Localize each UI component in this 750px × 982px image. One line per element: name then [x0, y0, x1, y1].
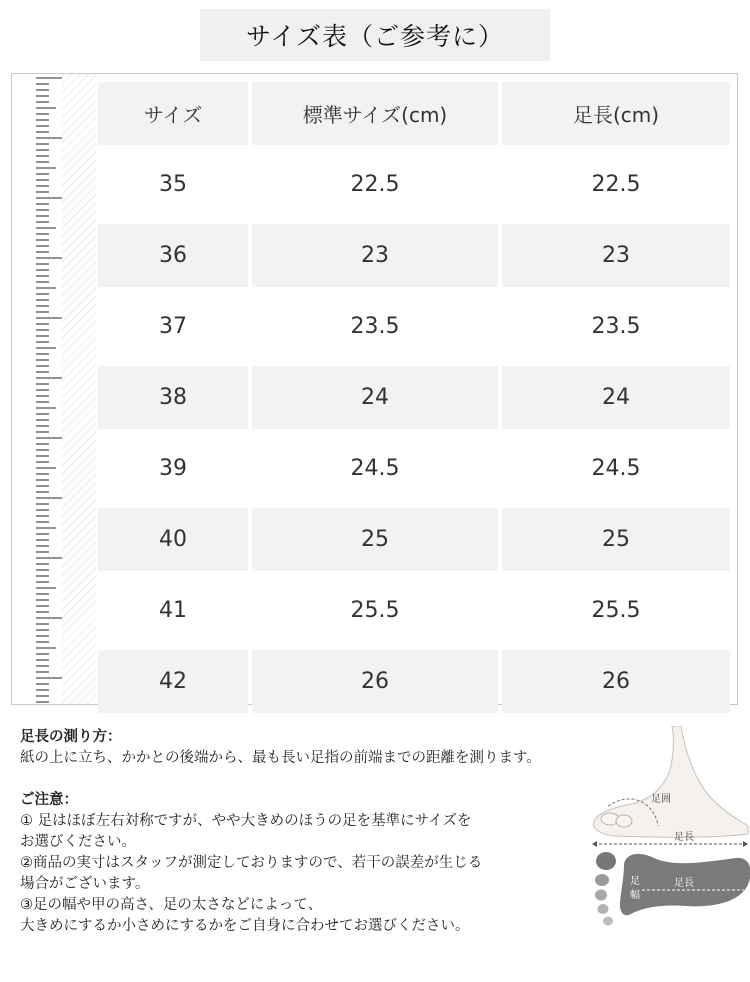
cell-size: 41 [159, 598, 187, 623]
cell-foot-length: 26 [502, 650, 730, 713]
label-width-2: 幅 [630, 890, 640, 901]
caution-line: ③足の幅や甲の高さ、足の太さなどによって、 [20, 897, 323, 913]
cell-standard-size: 25.5 [350, 598, 400, 623]
caution-line: ① 足はほぼ左右対称ですが、やや大きめのほうの足を基準にサイズを [20, 813, 472, 829]
table-row [98, 362, 734, 433]
cell-size: 38 [98, 366, 248, 429]
cell-foot-length: 24 [502, 366, 730, 429]
cell-size: 40 [98, 508, 248, 571]
table-row [98, 220, 734, 291]
caution-line: 大きめにするか小さめにするかをご自身に合わせてお選びください。 [20, 918, 470, 934]
cell-standard-size: 26 [252, 650, 498, 713]
cell-foot-length: 25 [502, 508, 730, 571]
caution-line: お選びください。 [20, 834, 136, 850]
cell-foot-length: 25.5 [591, 598, 641, 623]
cell-standard-size: 24.5 [350, 456, 400, 481]
header-foot-length: 足長(cm) [502, 82, 730, 145]
cell-standard-size: 25 [252, 508, 498, 571]
cell-foot-length: 23.5 [591, 314, 641, 339]
notes-section [20, 727, 590, 937]
size-table [98, 78, 734, 717]
label-girth: 足囲 [651, 794, 671, 805]
caution-line: 場合がございます。 [20, 876, 150, 892]
table-row [98, 504, 734, 575]
table-row [98, 575, 734, 646]
label-length-2: 足長 [674, 878, 694, 889]
header-size: サイズ [98, 82, 248, 145]
cell-size: 36 [98, 224, 248, 287]
measure-heading: 足長の測り方： [20, 729, 122, 745]
ruler-decoration [12, 74, 96, 704]
cell-size: 39 [159, 456, 187, 481]
cell-size: 35 [159, 172, 187, 197]
cell-standard-size: 23 [252, 224, 498, 287]
cell-standard-size: 22.5 [350, 172, 400, 197]
ruler-icon [12, 74, 96, 704]
cell-standard-size: 24 [252, 366, 498, 429]
table-header-row [98, 78, 734, 149]
caution-heading: ご注意： [20, 792, 78, 808]
table-row [98, 646, 734, 717]
foot-diagram-icon [586, 726, 750, 936]
measure-text: 紙の上に立ち、かかとの後端から、最も長い足指の前端までの距離を測ります。 [20, 750, 541, 766]
cell-size: 37 [159, 314, 187, 339]
table-row [98, 291, 734, 362]
header-standard-size: 標準サイズ(cm) [252, 82, 498, 145]
page-title: サイズ表（ご参考に） [200, 9, 550, 61]
cell-foot-length: 22.5 [591, 172, 641, 197]
cell-standard-size: 23.5 [350, 314, 400, 339]
label-width-1: 足 [630, 876, 640, 887]
table-row [98, 433, 734, 504]
cell-foot-length: 23 [502, 224, 730, 287]
table-row [98, 149, 734, 220]
foot-measure-illustration [586, 726, 750, 936]
cell-foot-length: 24.5 [591, 456, 641, 481]
cell-size: 42 [98, 650, 248, 713]
caution-line: ②商品の実寸はスタッフが測定しておりますので、若干の誤差が生じる [20, 855, 483, 871]
label-length: 足長 [674, 832, 694, 843]
